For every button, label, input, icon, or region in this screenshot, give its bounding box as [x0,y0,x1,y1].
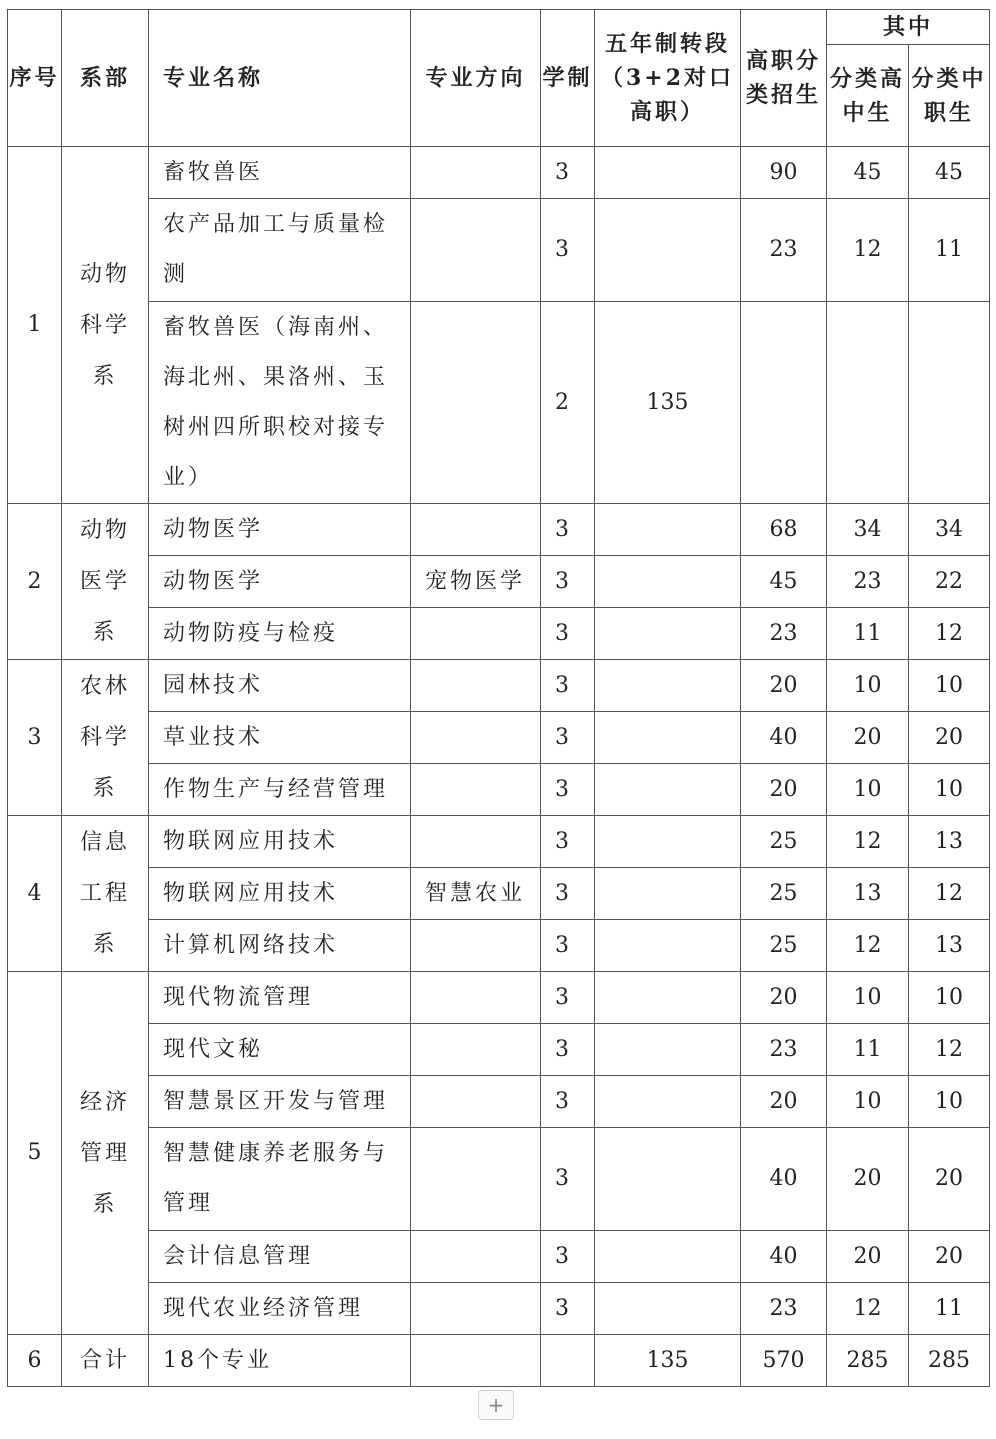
table-row [8,1024,990,1076]
row-seq: 4 [8,816,62,972]
row-direction [411,504,541,556]
row-seq: 2 [8,504,62,660]
row-major: 物联网应用技术 [149,868,411,920]
row-direction [411,1231,541,1283]
row-direction [411,147,541,199]
totals-vocational: 285 [909,1335,990,1387]
row-vocational: 11 [909,199,990,302]
row-major: 动物医学 [149,556,411,608]
row-major: 智慧景区开发与管理 [149,1076,411,1128]
row-dept: 农林 科学 系 [62,660,149,816]
row-highschool: 34 [827,504,909,556]
table-row [8,1231,990,1283]
row-major: 物联网应用技术 [149,816,411,868]
enrollment-table [7,9,990,1387]
row-five-year [595,712,741,764]
row-major: 作物生产与经营管理 [149,764,411,816]
row-five-year [595,199,741,302]
row-direction [411,302,541,504]
row-vocational: 20 [909,1231,990,1283]
row-total: 25 [741,816,827,868]
row-total: 23 [741,199,827,302]
row-highschool [827,302,909,504]
row-direction [411,1076,541,1128]
row-highschool: 20 [827,1128,909,1231]
row-vocational: 13 [909,920,990,972]
row-five-year [595,660,741,712]
row-highschool: 23 [827,556,909,608]
row-total: 23 [741,608,827,660]
totals-row [8,1335,990,1387]
row-years: 3 [541,1128,595,1231]
row-direction [411,1283,541,1335]
row-direction [411,764,541,816]
row-years: 3 [541,712,595,764]
row-total: 90 [741,147,827,199]
row-total: 23 [741,1024,827,1076]
row-major: 畜牧兽医（海南州、海北州、果洛州、玉树州四所职校对接专业） [149,302,411,504]
row-seq: 5 [8,972,62,1335]
row-years: 3 [541,816,595,868]
row-seq: 1 [8,147,62,504]
header-vocational: 分类中职生 [909,45,990,147]
table-row [8,972,990,1024]
row-direction: 智慧农业 [411,868,541,920]
row-total: 25 [741,920,827,972]
row-major: 农产品加工与质量检测 [149,199,411,302]
row-major: 园林技术 [149,660,411,712]
expand-button[interactable]: + [478,1390,514,1420]
row-highschool: 10 [827,764,909,816]
row-dept: 经济 管理 系 [62,972,149,1335]
table-row [8,868,990,920]
table-row [8,764,990,816]
row-total: 45 [741,556,827,608]
table-row [8,147,990,199]
row-vocational: 12 [909,1024,990,1076]
row-years: 3 [541,1283,595,1335]
header-major: 专业名称 [149,10,411,147]
row-major: 现代物流管理 [149,972,411,1024]
row-five-year [595,147,741,199]
row-major: 会计信息管理 [149,1231,411,1283]
row-years: 3 [541,920,595,972]
table-row [8,302,990,504]
row-years: 2 [541,302,595,504]
table-row [8,1128,990,1231]
row-five-year [595,1024,741,1076]
row-five-year [595,556,741,608]
totals-five-year: 135 [595,1335,741,1387]
row-years: 3 [541,868,595,920]
row-direction: 宠物医学 [411,556,541,608]
row-years: 3 [541,1231,595,1283]
row-major: 现代文秘 [149,1024,411,1076]
row-years: 3 [541,660,595,712]
row-highschool: 12 [827,199,909,302]
table-body [8,147,990,1387]
row-highschool: 45 [827,147,909,199]
totals-highschool: 285 [827,1335,909,1387]
row-highschool: 12 [827,920,909,972]
table-header [8,10,990,147]
row-five-year [595,1076,741,1128]
row-seq: 3 [8,660,62,816]
row-total: 20 [741,1076,827,1128]
row-vocational: 34 [909,504,990,556]
table-row [8,712,990,764]
row-vocational: 13 [909,816,990,868]
header-of-which: 其中 [827,10,990,45]
row-major: 动物防疫与检疫 [149,608,411,660]
row-highschool: 11 [827,1024,909,1076]
row-major: 智慧健康养老服务与管理 [149,1128,411,1231]
row-five-year [595,816,741,868]
row-vocational: 10 [909,764,990,816]
row-vocational: 10 [909,1076,990,1128]
row-dept: 动物 医学 系 [62,504,149,660]
totals-major: 18个专业 [149,1335,411,1387]
row-total: 25 [741,868,827,920]
row-five-year [595,1231,741,1283]
row-highschool: 10 [827,1076,909,1128]
row-direction [411,712,541,764]
row-direction [411,1024,541,1076]
row-highschool: 13 [827,868,909,920]
row-total: 40 [741,712,827,764]
table-row [8,556,990,608]
row-total [741,302,827,504]
row-major: 计算机网络技术 [149,920,411,972]
row-five-year [595,608,741,660]
table-row [8,608,990,660]
row-five-year [595,504,741,556]
table-row [8,1076,990,1128]
row-dept: 信息 工程 系 [62,816,149,972]
row-highschool: 11 [827,608,909,660]
row-years: 3 [541,147,595,199]
row-direction [411,608,541,660]
row-years: 3 [541,608,595,660]
row-major: 现代农业经济管理 [149,1283,411,1335]
row-five-year [595,1283,741,1335]
row-direction [411,816,541,868]
row-years: 3 [541,1024,595,1076]
row-total: 40 [741,1231,827,1283]
row-highschool: 10 [827,660,909,712]
row-vocational: 22 [909,556,990,608]
row-vocational: 45 [909,147,990,199]
row-highschool: 20 [827,1231,909,1283]
table-row [8,199,990,302]
row-direction [411,199,541,302]
row-five-year [595,868,741,920]
row-highschool: 20 [827,712,909,764]
table-row [8,816,990,868]
row-vocational: 10 [909,972,990,1024]
row-highschool: 12 [827,1283,909,1335]
row-years: 3 [541,556,595,608]
table-row [8,1283,990,1335]
row-dept: 动物 科学 系 [62,147,149,504]
header-seq: 序号 [8,10,62,147]
row-direction [411,1128,541,1231]
row-vocational: 10 [909,660,990,712]
row-total: 68 [741,504,827,556]
row-years: 3 [541,972,595,1024]
totals-total: 570 [741,1335,827,1387]
header-direction: 专业方向 [411,10,541,147]
row-vocational: 20 [909,712,990,764]
table-row [8,920,990,972]
row-vocational: 12 [909,608,990,660]
header-years: 学制 [541,10,595,147]
header-total: 高职分类招生 [741,10,827,147]
row-major: 草业技术 [149,712,411,764]
totals-years [541,1335,595,1387]
table-row [8,504,990,556]
row-total: 20 [741,764,827,816]
row-total: 40 [741,1128,827,1231]
row-years: 3 [541,199,595,302]
row-five-year [595,1128,741,1231]
row-highschool: 10 [827,972,909,1024]
header-five-year: 五年制转段（3+2对口高职） [595,10,741,147]
row-five-year [595,972,741,1024]
row-years: 3 [541,504,595,556]
row-vocational: 20 [909,1128,990,1231]
row-total: 23 [741,1283,827,1335]
row-five-year [595,764,741,816]
totals-dept: 合计 [62,1335,149,1387]
row-five-year: 135 [595,302,741,504]
row-vocational [909,302,990,504]
row-direction [411,660,541,712]
row-highschool: 12 [827,816,909,868]
header-dept: 系部 [62,10,149,147]
row-vocational: 11 [909,1283,990,1335]
totals-seq: 6 [8,1335,62,1387]
row-years: 3 [541,1076,595,1128]
totals-direction [411,1335,541,1387]
row-five-year [595,920,741,972]
row-total: 20 [741,660,827,712]
row-years: 3 [541,764,595,816]
table-row [8,660,990,712]
row-total: 20 [741,972,827,1024]
row-major: 动物医学 [149,504,411,556]
row-vocational: 12 [909,868,990,920]
row-major: 畜牧兽医 [149,147,411,199]
row-direction [411,920,541,972]
row-direction [411,972,541,1024]
header-highschool: 分类高中生 [827,45,909,147]
